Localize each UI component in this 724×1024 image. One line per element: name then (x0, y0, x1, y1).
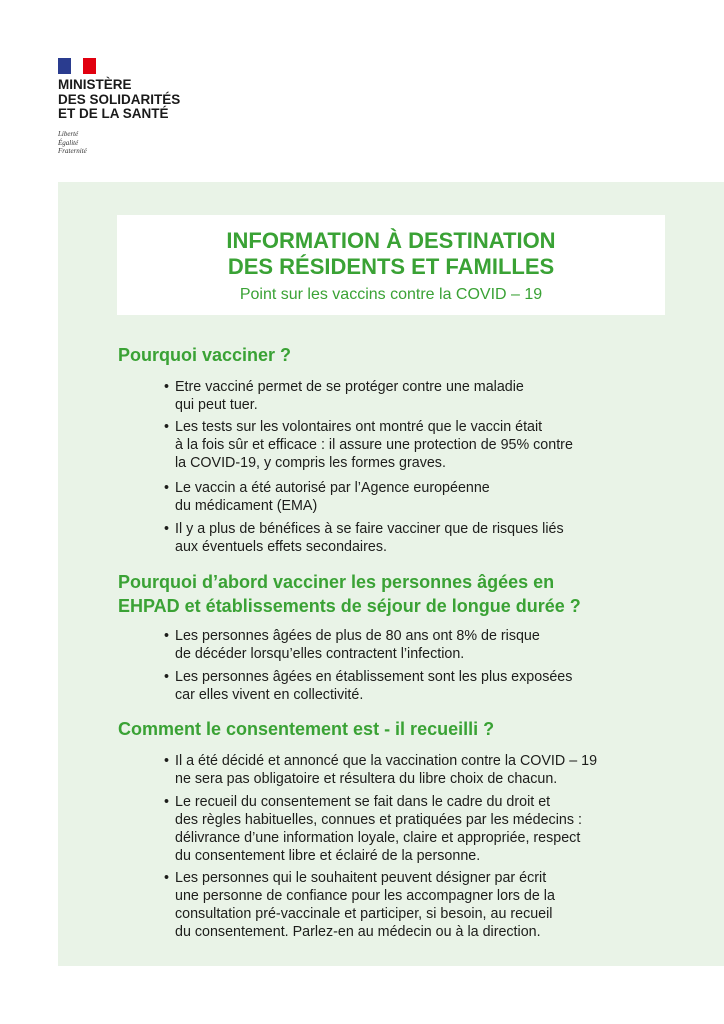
bullet-icon: • (164, 794, 170, 810)
ministry-name (58, 78, 228, 122)
list-item-line: Il y a plus de bénéfices à se faire vacciner que de risques liés (175, 521, 564, 537)
list-item-line: aux éventuels effets secondaires. (175, 539, 387, 555)
list-item (164, 752, 664, 788)
list-item-line: Les personnes qui le souhaitent peuvent désigner par écrit (175, 870, 547, 886)
list-item-line: des règles habituelles, connues et pratiquées par les médecins : (175, 812, 582, 828)
list-item-line: à la fois sûr et efficace : il assure une protection de 95% contre (175, 437, 573, 453)
list-item (164, 418, 664, 472)
section-heading-line: Comment le consentement est - il recueilli ? (118, 719, 495, 739)
ministry-name-line: ET DE LA SANTÉ (58, 106, 169, 121)
section-heading (118, 343, 291, 367)
bullet-icon: • (164, 480, 170, 496)
list-item-line: Les tests sur les volontaires ont montré que le vaccin était (175, 419, 543, 435)
list-item-line: ne sera pas obligatoire et résultera du libre choix de chacun. (175, 771, 558, 787)
list-item-line: Il a été décidé et annoncé que la vaccination contre la COVID – 19 (175, 753, 598, 769)
section-heading (118, 570, 581, 618)
bullet-icon: • (164, 870, 170, 886)
list-item-line: Le recueil du consentement se fait dans le cadre du droit et (175, 794, 551, 810)
motto-line: Liberté (58, 130, 79, 138)
list-item-line: du médicament (EMA) (175, 498, 318, 514)
bullet-icon: • (164, 669, 170, 685)
list-item-line: consultation pré-vaccinale et participer, si besoin, au recueil (175, 906, 553, 922)
list-item-line: Les personnes âgées en établissement sont les plus exposées (175, 669, 573, 685)
list-item (164, 479, 664, 515)
list-item (164, 869, 664, 941)
motto-line: Fraternité (58, 147, 87, 155)
list-item (164, 378, 664, 414)
list-item-line: Les personnes âgées de plus de 80 ans ont 8% de risque (175, 628, 540, 644)
list-item-line: Le vaccin a été autorisé par l’Agence européenne (175, 480, 490, 496)
list-item-line: la COVID-19, y compris les formes graves. (175, 455, 446, 471)
list-item (164, 668, 664, 704)
motto-line: Égalité (58, 138, 79, 147)
section-heading-line: Pourquoi vacciner ? (118, 345, 292, 365)
list-item-line: Etre vacciné permet de se protéger contre une maladie (175, 379, 524, 395)
republic-motto (58, 130, 118, 156)
list-item-line: du consentement. Parlez-en au médecin ou à la direction. (175, 924, 541, 940)
ministry-name-line: MINISTÈRE (58, 77, 132, 92)
bullet-icon: • (164, 419, 170, 435)
list-item-line: car elles vivent en collectivité. (175, 687, 364, 703)
section-heading (118, 717, 494, 741)
list-item (164, 520, 664, 556)
ministry-name-line: DES SOLIDARITÉS (58, 91, 181, 107)
page-subtitle: Point sur les vaccins contre la COVID – 19 (239, 286, 543, 303)
list-item-line: une personne de confiance pour les accompagner lors de la (175, 888, 555, 904)
bullet-icon: • (164, 521, 170, 537)
bullet-icon: • (164, 628, 170, 644)
page-title-line: INFORMATION À DESTINATION (226, 228, 556, 253)
french-flag-icon (58, 58, 96, 74)
list-item-line: du consentement libre et éclairé de la personne. (175, 848, 481, 864)
list-item-line: de décéder lorsqu’elles contractent l’infection. (175, 646, 465, 662)
list-item-line: qui peut tuer. (175, 397, 258, 413)
section-heading-line: Pourquoi d’abord vacciner les personnes âgées en (118, 572, 555, 592)
list-item-line: délivrance d’une information loyale, claire et appropriée, respect (175, 830, 581, 846)
section-heading-line: EHPAD et établissements de séjour de longue durée ? (118, 596, 581, 616)
bullet-icon: • (164, 753, 170, 769)
list-item (164, 793, 664, 865)
bullet-icon: • (164, 379, 170, 395)
list-item (164, 627, 664, 663)
page-title-line: DES RÉSIDENTS ET FAMILLES (227, 254, 555, 279)
